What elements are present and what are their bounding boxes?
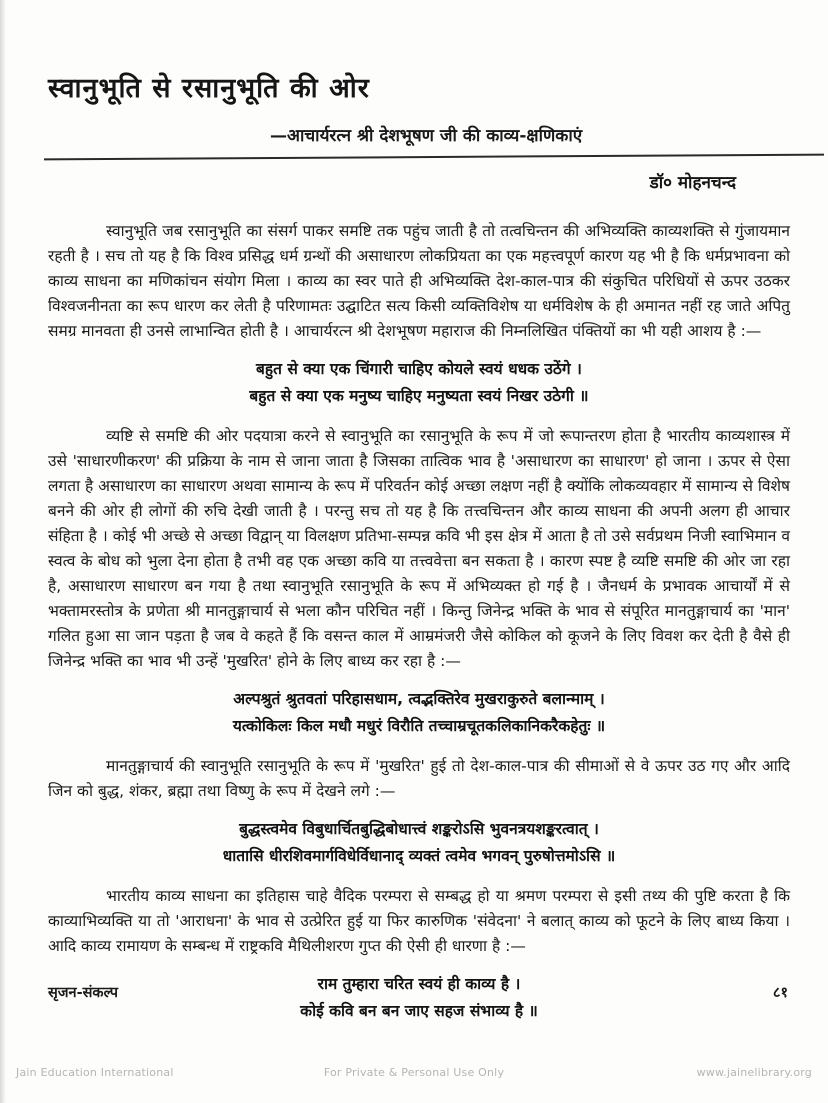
verse-line: बहुत से क्या एक चिंगारी चाहिए कोयले स्वयं धधक उठेंगे ।: [256, 360, 582, 378]
article-body: [0, 193, 828, 1025]
page-number: ८१: [772, 985, 788, 1001]
paragraph-1: स्वानुभूति जब रसानुभूति का संसर्ग पाकर समष्टि तक पहुंच जाती है तो तत्वचिन्तन की अभिव्यक्ति काव्यशक्ति से गुंजायमान रहती है । सच तो यह है कि विश्व प्रसिद्ध धर्म ग्रन्थों की असाधारण लोकप्रियता का एक महत्त्वपूर्ण कारण यह भी है कि धर्मप्रभावना को काव्य साधना का मणिकांचन संयोग मिला । काव्य का स्वर पाते ही अभिव्यक्ति देश-काल-पात्र की संकुचित परिधियों से ऊपर उठकर विश्वजनीनता का रूप धारण कर लेती है परिणामतः उद्घाटित सत्य किसी व्यक्तिविशेष या धर्मविशेष के ही अमानत नहीं रह जाते अपितु समग्र मानवता ही उनसे लाभान्वित होती है । आचार्यरत्न श्री देशभूषण महाराज की निम्नलिखित पंक्तियों का भी यही आशय है :—: [48, 222, 790, 340]
verse-3-sanskrit: [48, 816, 790, 870]
digitizer-footer: [16, 1066, 812, 1079]
journal-name: सृजन-संकल्प: [48, 985, 119, 1001]
verse-2-sanskrit: [48, 686, 790, 740]
page-title: स्वानुभूति से रसानुभूति की ओर: [48, 73, 370, 104]
verse-line: अल्पश्रुतं श्रुतवतां परिहासधाम, त्वद्भक्तिरेव मुखराकुरुते बलान्माम् ।: [233, 690, 605, 708]
verse-line: यत्कोकिलः किल मधौ मधुरं विरौति तच्चाम्रचूतकलिकानिकरैकहेतुः ॥: [232, 717, 606, 735]
usage-notice: For Private & Personal Use Only: [323, 1066, 505, 1079]
scan-edge-shadow: [0, 0, 6, 1103]
paragraph-2: व्यष्टि से समष्टि की ओर पदयात्रा करने से स्वानुभूति का रसानुभूति के रूप में जो रूपान्तरण होता है भारतीय काव्यशास्त्र में उसे 'साधारणीकरण' की प्रक्रिया के नाम से जाना जाता है जिसका तात्विक भाव है 'असाधारण का साधारण' हो जाना । ऊपर से ऐसा लगता है असाधारण का साधारण अथवा सामान्य के रूप में परिवर्तन कोई अच्छा लक्षण नहीं है क्योंकि लोकव्यवहार में सामान्य से विशेष बनने की ओर ही लोगों की रुचि देखी जाती है । परन्तु सच तो यह है कि तत्त्वचिन्तन और काव्य साधना की अपनी अलग ही आचार संहिता है । कोई भी अच्छे से अच्छा विद्वान् या विलक्षण प्रतिभा-सम्पन्न कवि भी इस क्षेत्र में आता है तो उसे सर्वप्रथम निजी स्वाभिमान व स्वत्व के बोध को भुला देना होता है तभी वह एक अच्छा कवि या तत्त्ववेत्ता बन सकता है । कारण स्पष्ट है व्यष्टि समष्टि की ओर जा रहा है, असाधारण साधारण बन गया है तथा स्वानुभूति रसानुभूति के रूप में अभिव्यक्त हो गई है । जैनधर्म के प्रभावक आचार्यों में से भक्तामरस्तोत्र के प्रणेता श्री मानतुङ्गाचार्य से भला कौन परिचित नहीं । किन्तु जिनेन्द्र भक्ति के भाव से संपूरित मानतुङ्गाचार्य का 'मान' गलित हुआ सा जान पड़ता है जब वे कहते हैं कि वसन्त काल में आम्रमंजरी जैसे कोकिल को कूजने के लिए विवश कर देती है वैसे ही जिनेन्द्र भक्ति का भाव भी उन्हें 'मुखरित' होने के लिए बाध्य कर रहा है :—: [48, 427, 790, 670]
article-subtitle: —आचार्यरत्न श्री देशभूषण जी की काव्य-क्षणिकाएं: [270, 126, 583, 146]
paragraph-4: भारतीय काव्य साधना का इतिहास चाहे वैदिक परम्परा से सम्बद्ध हो या श्रमण परम्परा से इसी तथ्य की पुष्टि करता है कि काव्याभिव्यक्ति या तो 'आराधना' के भाव से उत्प्रेरित हुई या फिर कारुणिक 'संवेदना' ने बलात् काव्य को फूटने के लिए बाध्य किया । आदि काव्य रामायण के सम्बन्ध में राष्ट्रकवि मैथिलीशरण गुप्त की ऐसी ही धारणा है :—: [48, 887, 790, 955]
article-header: [0, 0, 828, 146]
verse-line: राम तुम्हारा चरित स्वयं ही काव्य है ।: [317, 975, 521, 993]
verse-line: धातासि धीरशिवमार्गविधेर्विधानाद् व्यक्तं त्वमेव भगवन् पुरुषोत्तमोऽसि ॥: [222, 847, 616, 865]
verse-1: [48, 356, 790, 410]
verse-line: बहुत से क्या एक मनुष्य चाहिए मनुष्यता स्वयं निखर उठेगी ॥: [249, 387, 589, 405]
journal-footer: [48, 982, 788, 1002]
digitizer-credit: Jain Education International: [16, 1066, 174, 1079]
paragraph-3: मानतुङ्गाचार्य की स्वानुभूति रसानुभूति के रूप में 'मुखरित' हुई तो देश-काल-पात्र की सीमाओं से वे ऊपर उठ गए और आदि जिन को बुद्ध, शंकर, ब्रह्मा तथा विष्णु के रूप में देखने लगे :—: [48, 757, 790, 800]
verse-line: बुद्धस्त्वमेव विबुधार्चितबुद्धिबोधात्त्वं शङ्करोऽसि भुवनत्रयशङ्करत्वात् ।: [239, 820, 599, 838]
library-url: www.jainelibrary.org: [696, 1066, 812, 1079]
verse-line: कोई कवि बन बन जाए सहज संभाव्य है ॥: [300, 1002, 538, 1020]
author-name: डॉ० मोहनचन्द: [649, 173, 736, 193]
